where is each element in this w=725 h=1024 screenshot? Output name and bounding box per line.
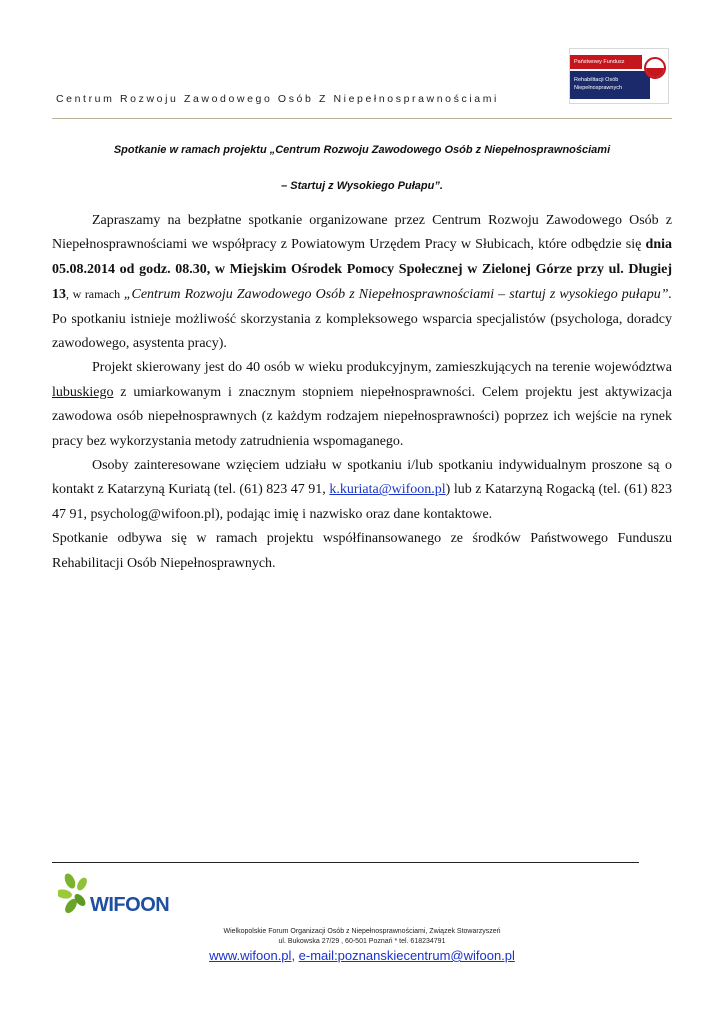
document-title-line-1: Spotkanie w ramach projektu „Centrum Rozwoju Zawodowego Osób z Niepełnosprawnościami <box>113 144 611 156</box>
invitation-text-2: , w ramach <box>66 287 124 302</box>
pfron-logo-bottom-band <box>570 71 650 99</box>
document-body <box>52 209 672 576</box>
paragraph-invitation <box>52 209 672 356</box>
project-text-2: z umiarkowanym i znacznym stopniem niepełnosprawności. Celem projektu jest aktywizacja zawodowa osób niepełnosprawnych (z każdym rodzajem niepełnosprawności) poprzez ich wejście na rynek pracy bez wykorzystania metody zatrudnienia wspomaganego. <box>52 384 672 449</box>
region-name: lubuskiego <box>52 384 114 400</box>
footer-links-separator: , <box>291 948 299 963</box>
contact-text-2: ) lub z Katarzyną Rogacką (tel. (61) 823 47 91, psycholog@wifoon.pl), podając imię i nazwisko oraz dane kontaktowe. <box>52 482 673 522</box>
footer-divider <box>52 862 639 863</box>
invitation-text-3: Po spotkaniu istnieje możliwość skorzystania z kompleksowego wsparcia specjalistów (psychologa, doradcy zawodowego, asystenta pracy). <box>52 311 672 352</box>
footer-links <box>52 948 672 963</box>
header-divider <box>52 118 672 119</box>
wifoon-logo <box>58 872 168 924</box>
pfron-logo-top-band: Państwowy Fundusz <box>570 55 642 69</box>
project-text: Projekt skierowany jest do 40 osób w wieku produkcyjnym, zamieszkujących na terenie województwa <box>92 360 672 376</box>
footer-organization: Wielkopolskie Forum Organizacji Osób z Niepełnosprawnościami, Związek Stowarzyszeń <box>223 928 501 935</box>
paragraph-funding: Spotkanie odbywa się w ramach projektu współfinansowanego ze środków Państwowego Funduszu Rehabilitacji Osób Niepełnosprawnych. <box>52 531 672 571</box>
meeting-date-location: dnia 05.08.2014 od godz. 08.30, w Miejskim Ośrodek Pomocy Społecznej w Zielonej Górze przy ul. Długiej 13 <box>52 237 672 303</box>
pfron-logo-line3: Niepełnosprawnych <box>574 85 622 91</box>
paragraph-project <box>52 356 672 454</box>
contact-text: Osoby zainteresowane wzięciem udziału w spotkaniu i/lub spotkaniu indywidualnym proszone są o kontakt z Katarzyną Kuriatą (tel. (61) 823 47 91, <box>52 458 672 498</box>
pfron-logo-line2: Rehabilitacji Osób <box>574 77 619 83</box>
website-link[interactable]: www.wifoon.pl <box>209 948 292 963</box>
document-title-line-2: – Startuj z Wysokiego Pułapu”. <box>281 180 443 192</box>
footer-address: ul. Bukowska 27/29 , 60-501 Poznań * tel. 618234791 <box>278 938 446 945</box>
header-title: Centrum Rozwoju Zawodowego Osób Z Niepełnosprawnościami <box>56 93 499 105</box>
project-name: „Centrum Rozwoju Zawodowego Osób z Niepełnosprawnościami – startuj z wysokiego pułapu”. <box>123 287 672 303</box>
email-link-kuriata[interactable]: k.kuriata@wifoon.pl <box>329 482 446 498</box>
footer-email-link[interactable]: e-mail:poznanskiecentrum@wifoon.pl <box>298 948 515 963</box>
wifoon-logo-text: WIFOON <box>90 894 170 916</box>
pfron-logo <box>569 48 669 104</box>
paragraph-contact <box>52 454 672 527</box>
pfron-emblem-icon <box>644 57 666 79</box>
invitation-text: Zapraszamy na bezpłatne spotkanie organizowane przez Centrum Rozwoju Zawodowego Osób z Niepełnosprawnościami we współpracy z Powiatowym Urzędem Pracy w Słubicach, które odbędzie się <box>52 213 672 253</box>
